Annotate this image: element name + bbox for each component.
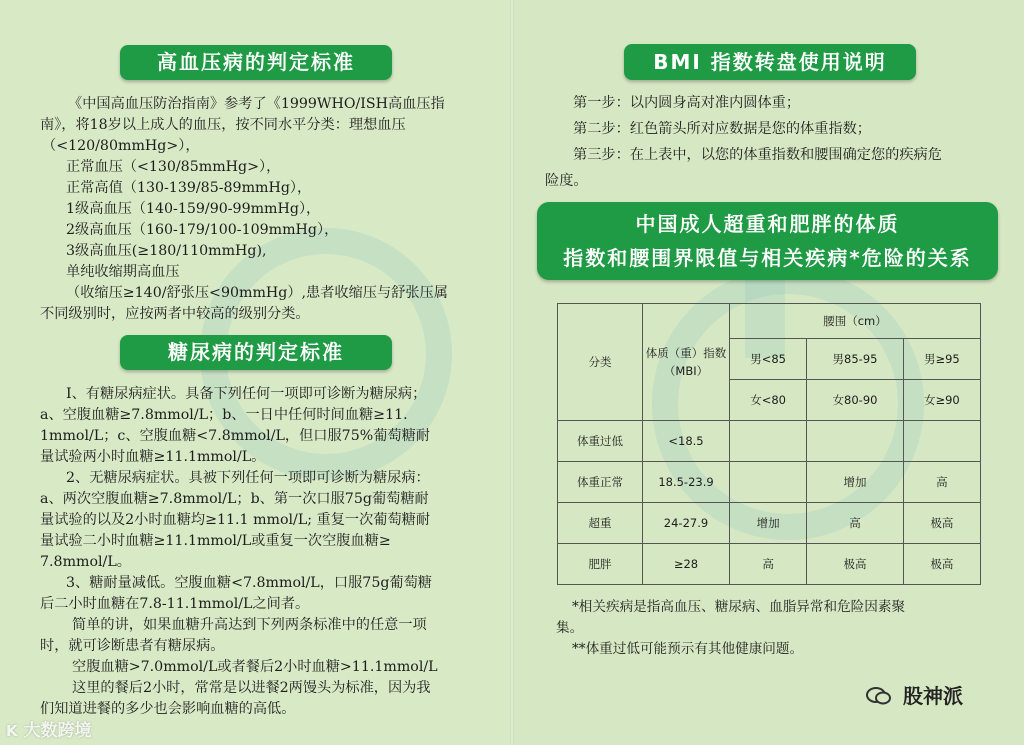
header-male-1: 男<85 bbox=[730, 339, 807, 380]
text-line: 1级高血压（140-159/90-99mmHg）， bbox=[66, 201, 321, 217]
text-line: 简单的讲，如果血糖升高达到下列两条标准中的任意一项 bbox=[72, 617, 427, 633]
header-male-2: 男85-95 bbox=[807, 339, 903, 380]
row-label: 超重 bbox=[558, 503, 643, 544]
footnote-line: 集。 bbox=[556, 620, 584, 636]
diabetes-title: 糖尿病的判定标准 bbox=[120, 335, 392, 370]
text-line: （收缩压≥140/舒张压<90mmHg）,患者收缩压与舒张压属 bbox=[66, 285, 448, 301]
text-line: I、有糖尿病症状。具备下列任何一项即可诊断为糖尿病； bbox=[66, 386, 427, 402]
risk-banner bbox=[537, 202, 998, 280]
text-line: 量试验的以及2小时血糖均≥11.1 mmol/L; 重复一次葡萄糖耐 bbox=[40, 512, 431, 528]
banner-line-1: 中国成人超重和肥胖的体质 bbox=[635, 212, 900, 236]
header-bmi: 体质（重）指数（MBI） bbox=[643, 304, 730, 421]
text-line: 7.8mmol/L。 bbox=[40, 554, 131, 570]
table-row bbox=[558, 503, 981, 544]
row-cell: 极高 bbox=[903, 503, 980, 544]
row-label: 体重正常 bbox=[558, 462, 643, 503]
hypertension-title: 高血压病的判定标准 bbox=[120, 45, 392, 80]
text-line: 南》，将18岁以上成人的血压，按不同水平分类：理想血压 bbox=[40, 117, 406, 133]
table-row bbox=[558, 544, 981, 585]
text-line: 《中国高血压防治指南》参考了《1999WHO/ISH高血压指 bbox=[68, 96, 445, 112]
row-cell: 极高 bbox=[807, 544, 903, 585]
text-line: 1mmol/L；c、空腹血糖<7.8mmol/L，但口服75%葡萄糖耐 bbox=[40, 428, 430, 444]
header-female-3: 女≥90 bbox=[903, 380, 980, 421]
row-label: 体重过低 bbox=[558, 421, 643, 462]
text-line: 3、糖耐量减低。空腹血糖<7.8mmol/L，口服75g葡萄糖 bbox=[66, 575, 432, 591]
text-line: 空腹血糖>7.0mmol/L或者餐后2小时血糖>11.1mmol/L bbox=[72, 659, 438, 675]
text-line: 量试验两小时血糖≥11.1mmol/L。 bbox=[40, 449, 266, 465]
text-line: 3级高血压(≥180/110mmHg), bbox=[66, 243, 267, 259]
text-line: （<120/80mmHg>）， bbox=[42, 138, 200, 154]
row-label: 肥胖 bbox=[558, 544, 643, 585]
risk-table bbox=[557, 303, 981, 585]
row-cell bbox=[807, 421, 903, 462]
banner-line-2: 指数和腰围界限值与相关疾病*危险的关系 bbox=[563, 246, 972, 270]
text-line: 2、无糖尿病症状。具被下列任何一项即可诊断为糖尿病： bbox=[66, 470, 430, 486]
header-female-1: 女<80 bbox=[730, 380, 807, 421]
text-line: 险度。 bbox=[545, 173, 588, 189]
watermark-text: 大数跨境 bbox=[23, 721, 92, 741]
header-male-3: 男≥95 bbox=[903, 339, 980, 380]
text-line: 后二小时血糖在7.8-11.1mmol/L之间者。 bbox=[40, 596, 310, 612]
footnote-line: **体重过低可能预示有其他健康问题。 bbox=[572, 641, 804, 657]
row-cell: 极高 bbox=[903, 544, 980, 585]
hypertension-body bbox=[40, 94, 448, 325]
header-category: 分类 bbox=[558, 304, 643, 421]
watermark-k-icon: K bbox=[6, 722, 18, 740]
brand-name: 股神派 bbox=[902, 684, 963, 708]
row-cell: 增加 bbox=[807, 462, 903, 503]
table-row bbox=[558, 421, 981, 462]
bmi-steps bbox=[545, 93, 942, 197]
text-line: 第一步：以内圆身高对准内圆体重； bbox=[573, 95, 801, 111]
text-line: 们知道进餐的多少也会影响血糖的高低。 bbox=[40, 701, 296, 717]
row-cell: 高 bbox=[730, 544, 807, 585]
page-fold bbox=[510, 0, 514, 745]
brand-logo bbox=[866, 680, 963, 709]
row-bmi: 24-27.9 bbox=[643, 503, 730, 544]
text-line: 时，就可诊断患者有糖尿病。 bbox=[40, 638, 225, 654]
footnotes bbox=[556, 597, 905, 660]
text-line: 第三步：在上表中，以您的体重指数和腰围确定您的疾病危 bbox=[573, 147, 942, 163]
table-row bbox=[558, 462, 981, 503]
wechat-icon bbox=[866, 686, 892, 706]
row-cell bbox=[730, 421, 807, 462]
bmi-title: BMI 指数转盘使用说明 bbox=[624, 44, 916, 80]
text-line: 2级高血压（160-179/100-109mmHg）， bbox=[66, 222, 339, 238]
text-line: 第二步：红色箭头所对应数据是您的体重指数； bbox=[573, 121, 871, 137]
text-line: 这里的餐后2小时，常常是以进餐2两馒头为标准，因为我 bbox=[72, 680, 431, 696]
row-bmi: <18.5 bbox=[643, 421, 730, 462]
text-line: 正常血压（<130/85mmHg>）， bbox=[66, 159, 281, 175]
row-cell: 增加 bbox=[730, 503, 807, 544]
row-bmi: 18.5-23.9 bbox=[643, 462, 730, 503]
text-line: 正常高值（130-139/85-89mmHg）， bbox=[66, 180, 312, 196]
row-cell: 高 bbox=[807, 503, 903, 544]
text-line: 量试验二小时血糖≥11.1mmol/L或重复一次空腹血糖≥ bbox=[40, 533, 391, 549]
row-cell bbox=[903, 421, 980, 462]
row-cell bbox=[730, 462, 807, 503]
header-waist: 腰围（cm） bbox=[730, 304, 981, 339]
text-line: 不同级别时，应按两者中较高的级别分类。 bbox=[40, 306, 310, 322]
row-bmi: ≥28 bbox=[643, 544, 730, 585]
text-line: a、空腹血糖≥7.8mmol/L；b、一日中任何时间血糖≥11. bbox=[40, 407, 408, 423]
text-line: 单纯收缩期高血压 bbox=[66, 264, 180, 280]
watermark-caption bbox=[6, 716, 92, 741]
header-female-2: 女80-90 bbox=[807, 380, 903, 421]
row-cell: 高 bbox=[903, 462, 980, 503]
footnote-line: *相关疾病是指高血压、糖尿病、血脂异常和危险因素聚 bbox=[572, 599, 906, 615]
text-line: a、两次空腹血糖≥7.8mmol/L；b、第一次口服75g葡萄糖耐 bbox=[40, 491, 429, 507]
diabetes-body bbox=[40, 384, 438, 720]
